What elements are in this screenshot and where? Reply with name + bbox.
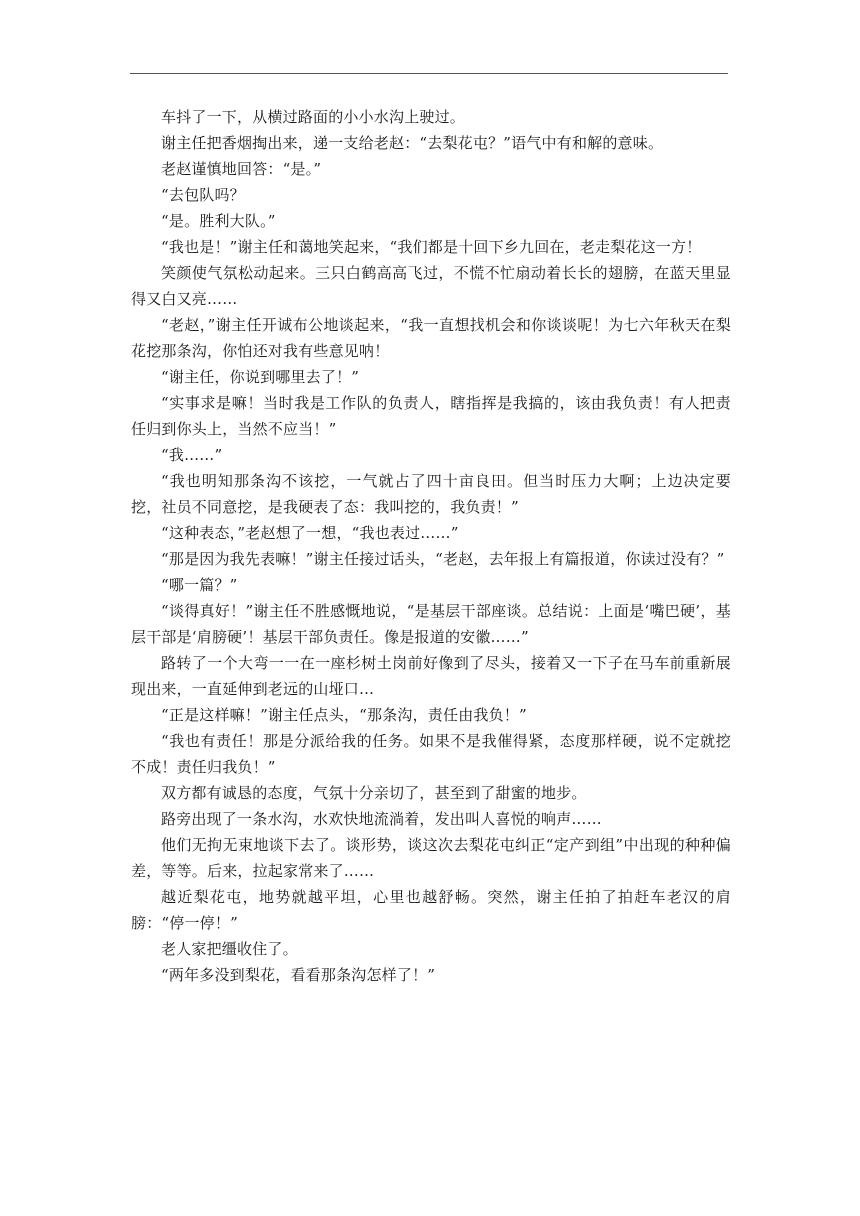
paragraph: “那是因为我先表嘛！”谢主任接过话头，“老赵，去年报上有篇报道，你读过没有？” (161, 550, 725, 568)
paragraph: “哪一篇？” (161, 576, 238, 594)
paragraph: 他们无拘无束地谈下去了。谈形势，谈这次去梨花屯纠正“定产到组”中出现的种种偏差，等等。后来，拉起家常来了…… (131, 836, 731, 880)
paragraph: 老人家把缰收住了。 (161, 940, 298, 958)
paragraph: “实事求是嘛！当时我是工作队的负责人，瞎指挥是我搞的，该由我负责！有人把责任归到你头上，当然不应当！” (131, 394, 731, 438)
paragraph: 笑颜使气氛松动起来。三只白鹤高高飞过，不慌不忙扇动着长长的翅膀，在蓝天里显得又白又亮…… (131, 264, 731, 308)
paragraph: 路转了一个大弯一一在一座杉树土岗前好像到了尽头，接着又一下子在马车前重新展现出来，一直延伸到老远的山垭口… (131, 654, 731, 698)
paragraph: “是。胜利大队。” (161, 212, 276, 230)
paragraph: “我也有责任！那是分派给我的任务。如果不是我催得紧，态度那样硬，说不定就挖不成！责任归我负！” (131, 732, 731, 776)
paragraph: 谢主任把香烟掏出来，递一支给老赵：“去梨花屯？”语气中有和解的意味。 (161, 134, 664, 152)
paragraph: “谈得真好！”谢主任不胜感慨地说，“是基层干部座谈。总结说：上面是‘嘴巴硬’，基层干部是‘肩膀硬’！基层干部负责任。像是报道的安徽……” (131, 602, 731, 646)
paragraph: 双方都有诚恳的态度，气氛十分亲切了，甚至到了甜蜜的地步。 (161, 784, 587, 802)
paragraph: “老赵，”谢主任开诚布公地谈起来，“我一直想找机会和你谈谈呢！为七六年秋天在梨花挖那条沟，你怕还对我有些意见呐！ (131, 316, 731, 360)
paragraph: “两年多没到梨花，看看那条沟怎样了！” (161, 966, 436, 984)
paragraph: “这种表态，”老赵想了一想，“我也表过……” (161, 524, 459, 542)
header-rule (130, 73, 728, 74)
paragraph: 路旁出现了一条水沟，水欢快地流淌着，发出叫人喜悦的响声…… (161, 810, 602, 828)
paragraph: “我……” (161, 446, 223, 464)
paragraph: “谢主任，你说到哪里去了！” (161, 368, 360, 386)
body-text (131, 104, 731, 988)
paragraph: “我也明知那条沟不该挖，一气就占了四十亩良田。但当时压力大啊；上边决定要挖，社员不同意挖，是我硬表了态：我叫挖的，我负责！” (131, 472, 731, 516)
paragraph: “正是这样嘛！”谢主任点头，“那条沟，责任由我负！” (161, 706, 527, 724)
paragraph: 车抖了一下，从横过路面的小小水沟上驶过。 (161, 108, 466, 126)
paragraph: “我也是！”谢主任和蔼地笑起来，“我们都是十回下乡九回在，老走梨花这一方！ (161, 238, 702, 256)
paragraph: 越近梨花屯，地势就越平坦，心里也越舒畅。突然，谢主任拍了拍赶车老汉的肩膀：“停一停！” (131, 888, 731, 932)
paragraph: “去包队吗？ (161, 186, 245, 204)
paragraph: 老赵谨慎地回答：“是。” (161, 160, 322, 178)
